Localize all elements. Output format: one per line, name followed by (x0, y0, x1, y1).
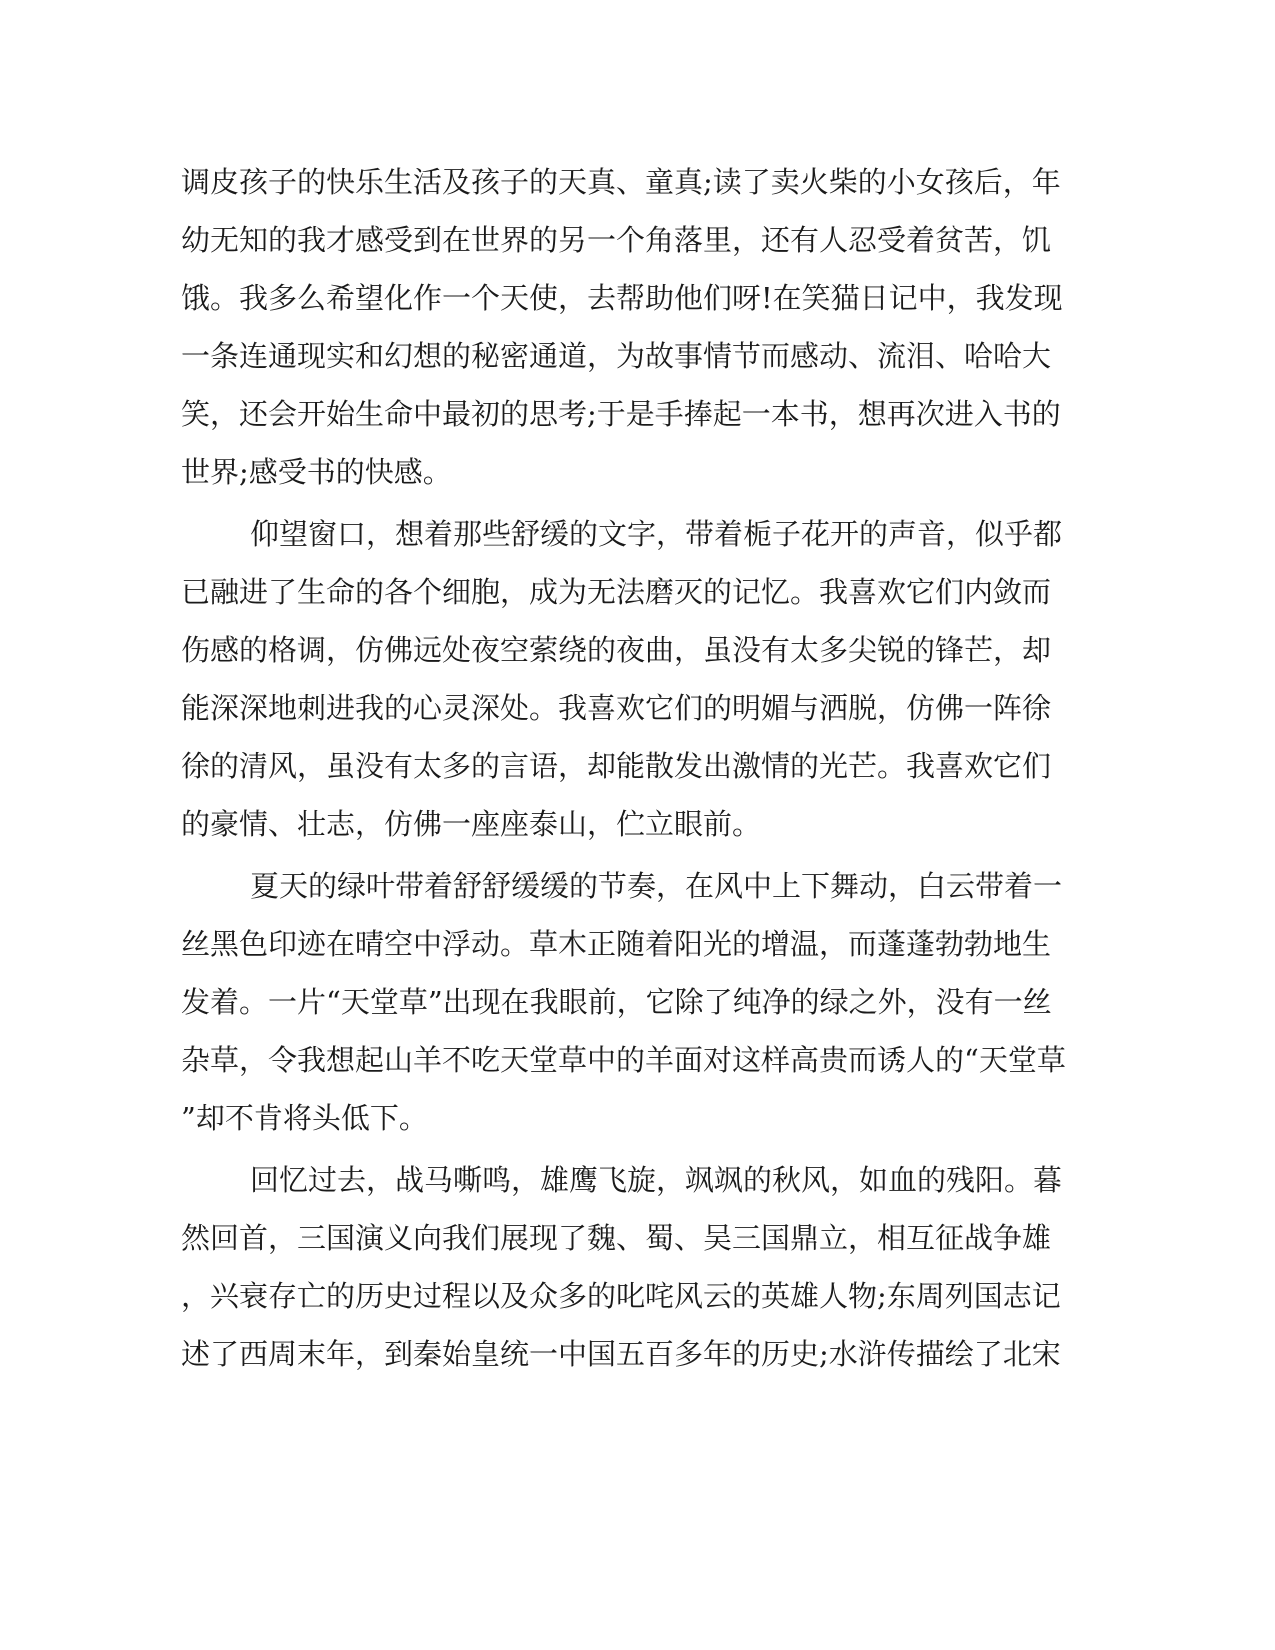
text-line: 世界;感受书的快感。 (181, 455, 452, 489)
text-line: 杂草，令我想起山羊不吃天堂草中的羊面对这样高贵而诱人的“天堂草 (181, 1043, 1066, 1077)
text-line: 伤感的格调，仿佛远处夜空萦绕的夜曲，虽没有太多尖锐的锋芒，却 (181, 633, 1052, 667)
text-line: 徐的清风，虽没有太多的言语，却能散发出激情的光芒。我喜欢它们 (181, 749, 1052, 783)
text-line: 能深深地刺进我的心灵深处。我喜欢它们的明媚与洒脱，仿佛一阵徐 (181, 691, 1052, 725)
text-line: 一条连通现实和幻想的秘密通道，为故事情节而感动、流泪、哈哈大 (181, 339, 1052, 373)
text-line: 笑，还会开始生命中最初的思考;于是手捧起一本书，想再次进入书的 (181, 397, 1061, 431)
text-line: 丝黑色印迹在晴空中浮动。草木正随着阳光的增温，而蓬蓬勃勃地生 (181, 927, 1052, 961)
text-line: 述了西周末年，到秦始皇统一中国五百多年的历史;水浒传描绘了北宋 (181, 1337, 1061, 1371)
text-line: ，兴衰存亡的历史过程以及众多的叱咤风云的英雄人物;东周列国志记 (181, 1279, 1061, 1313)
text-line: ”却不肯将头低下。 (181, 1101, 428, 1135)
text-line: 饿。我多么希望化作一个天使，去帮助他们呀!在笑猫日记中，我发现 (181, 281, 1063, 315)
text-line: 幼无知的我才感受到在世界的另一个角落里，还有人忍受着贫苦，饥 (181, 223, 1052, 257)
text-line: 调皮孩子的快乐生活及孩子的天真、童真;读了卖火柴的小女孩后，年 (181, 165, 1061, 199)
text-line: 发着。一片“天堂草”出现在我眼前，它除了纯净的绿之外，没有一丝 (181, 985, 1052, 1019)
paragraph-first-line: 仰望窗口，想着那些舒缓的文字，带着栀子花开的声音，似乎都 (250, 517, 1063, 551)
paragraph-first-line: 夏天的绿叶带着舒舒缓缓的节奏，在风中上下舞动，白云带着一 (250, 869, 1063, 903)
text-line: 然回首，三国演义向我们展现了魏、蜀、吴三国鼎立，相互征战争雄 (181, 1221, 1052, 1255)
paragraph-first-line: 回忆过去，战马嘶鸣，雄鹰飞旋，飒飒的秋风，如血的残阳。暮 (250, 1163, 1063, 1197)
text-line: 的豪情、壮志，仿佛一座座泰山，伫立眼前。 (181, 807, 762, 841)
text-line: 已融进了生命的各个细胞，成为无法磨灭的记忆。我喜欢它们内敛而 (181, 575, 1052, 609)
